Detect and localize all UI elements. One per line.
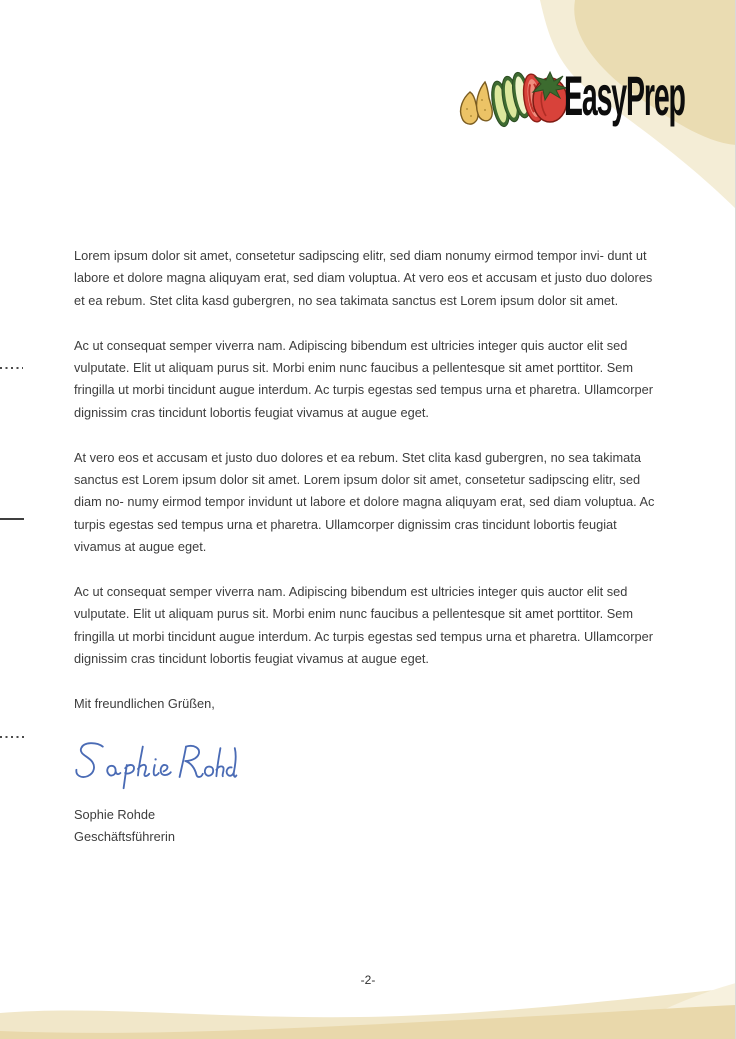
- sender-role: Geschäftsführerin: [74, 829, 176, 845]
- sliced-vegetables-icon: [456, 64, 568, 128]
- punch-hole-mark: [0, 518, 24, 520]
- fold-mark-bottom: [0, 736, 27, 738]
- paragraph-4: Ac ut consequat semper viverra nam. Adipiscing bibendum est ultricies integer quis auctor elit sed vulputate. Elit ut aliquam purus sit. Morbi enim nunc faucibus a pellentesque sit amet porttitor. Sem fringilla ut morbi tincidunt augue interdum. Ac turpis egestas sed tempus urna et pharetra. Ullamcorper dignissim cras tincidunt lobortis feugiat vivamus at augue eget.: [74, 584, 653, 667]
- paragraph-3: At vero eos et accusam et justo duo dolores et ea rebum. Stet clita kasd gubergren, no sea takimata sanctus est Lorem ipsum dolor sit amet. Lorem ipsum dolor sit amet, consetetur sadipscing elitr, sed diam no- numy eirmod tempor invidunt ut labore et dolore magna aliquyam erat, sed diam voluptua. Ac turpis egestas sed tempus urna et pharetra. Ullamcorper dignissim cras tincidunt lobortis feugiat vivamus at augue eget.: [74, 449, 655, 555]
- logo-wordmark: EasyPrep: [564, 64, 685, 128]
- closing-salutation: Mit freundlichen Grüßen,: [74, 696, 215, 712]
- easyprep-logo: [456, 64, 736, 128]
- paragraph-1: Lorem ipsum dolor sit amet, consetetur sadipscing elitr, sed diam nonumy eirmod tempor invi- dunt ut labore et dolore magna aliquyam erat, sed diam voluptua. At vero eos et accusam et justo duo dolores et ea rebum. Stet clita kasd gubergren, no sea takimata sanctus est Lorem ipsum dolor sit amet.: [74, 248, 653, 308]
- sender-name: Sophie Rohde: [74, 806, 156, 822]
- fold-mark-top: [0, 367, 23, 369]
- signature-strokes: [74, 738, 238, 792]
- page-number: -2-: [360, 973, 376, 987]
- handwritten-signature: [74, 738, 665, 794]
- letter-body: [74, 245, 665, 849]
- paragraph-2: Ac ut consequat semper viverra nam. Adipiscing bibendum est ultricies integer quis auctor elit sed vulputate. Elit ut aliquam purus sit. Morbi enim nunc faucibus a pellentesque sit amet porttitor. Sem fringilla ut morbi tincidunt augue interdum. Ac turpis egestas sed tempus urna et pharetra. Ullamcorper dignissim cras tincidunt lobortis feugiat vivamus at augue eget.: [74, 337, 653, 420]
